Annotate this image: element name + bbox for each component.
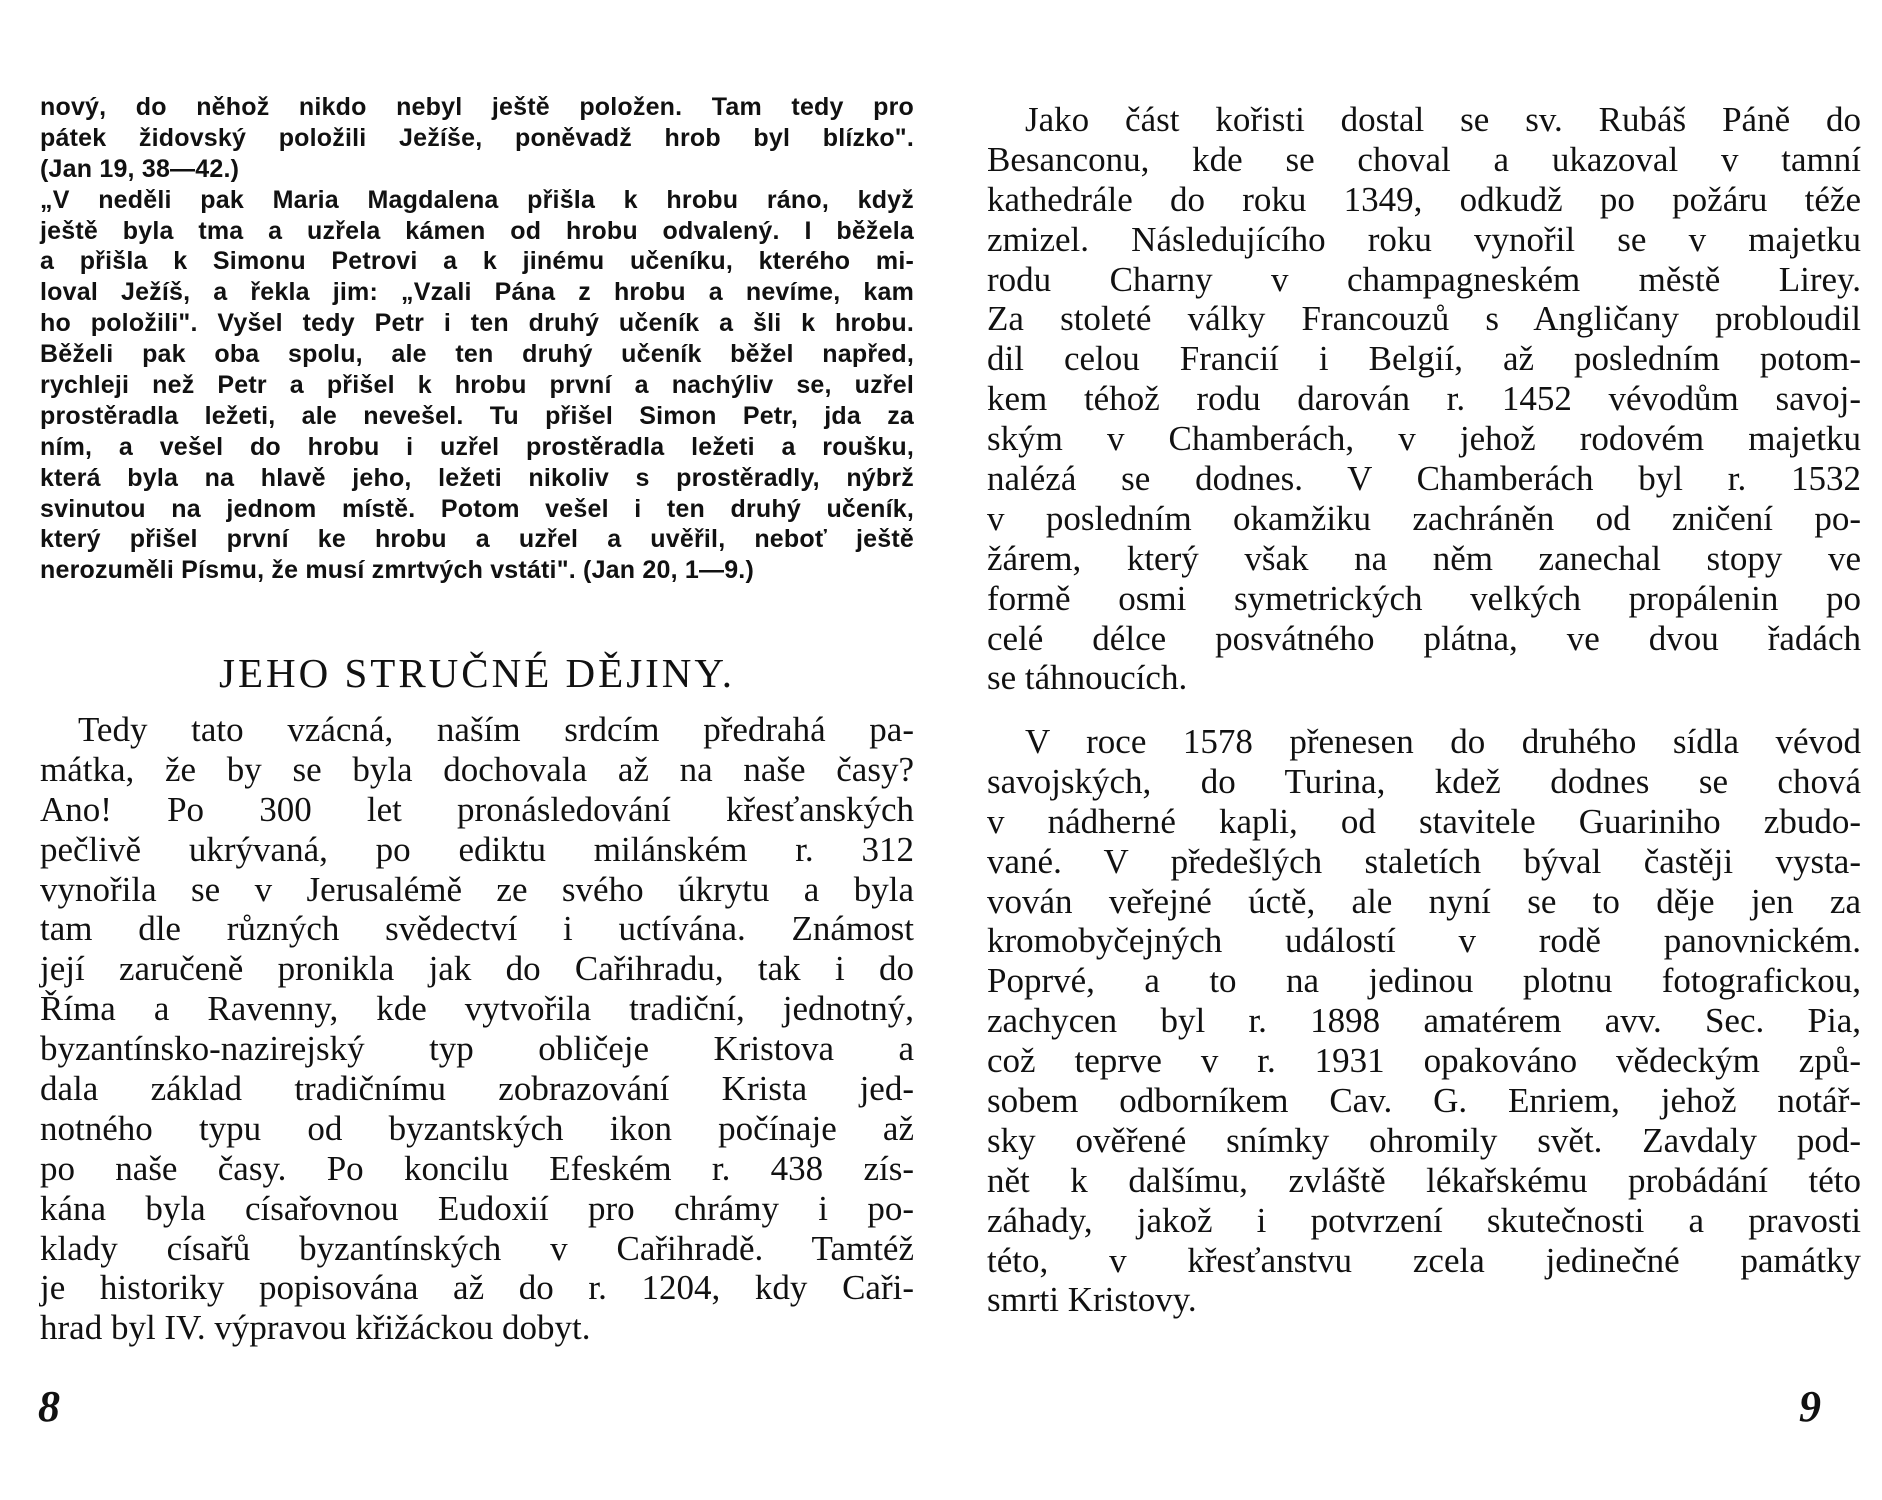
text-line: ještě byla tma a uzřela kámen od hrobu odvalený. I běžela (40, 216, 914, 245)
text-line: ským v Chamberách, v jehož rodovém majetku (987, 419, 1861, 459)
text-line: rodu Charny v champagneském městě Lirey. (987, 259, 1861, 299)
text-line: po naše časy. Po koncilu Efeském r. 438 zís- (40, 1148, 914, 1188)
text-line: Ano! Po 300 let pronásledování křesťanských (40, 789, 914, 829)
text-line: kromobyčejných událostí v rodě panovnickém. (987, 921, 1861, 961)
text-line: (Jan 19, 38—42.) (40, 154, 240, 183)
right-page (941, 0, 1882, 1500)
text-line: kána byla císařovnou Eudoxií pro chrámy i po- (40, 1188, 914, 1228)
text-line: sky ověřené snímky ohromily svět. Zavdaly pod- (987, 1120, 1861, 1160)
right-paragraph-2 (987, 722, 1861, 1320)
text-line: je historiky popisována až do r. 1204, kdy Caři- (40, 1268, 914, 1308)
text-line: celé délce posvátného plátna, ve dvou řadách (987, 618, 1861, 658)
text-line: smrti Kristovy. (987, 1280, 1197, 1320)
text-line: která byla na hlavě jeho, ležeti nikoliv s prostěradly, nýbrž (40, 463, 914, 492)
text-line: savojských, do Turina, kdež dodnes se chová (987, 761, 1861, 801)
text-line: v nádherné kapli, od stavitele Guariniho zbudo- (987, 801, 1861, 841)
text-line: Běželi pak oba spolu, ale ten druhý učeník běžel napřed, (40, 340, 914, 369)
text-line: žárem, který však na něm zanechal stopy ve (987, 538, 1861, 578)
text-line: Říma a Ravenny, kde vytvořila tradiční, jednotný, (40, 989, 914, 1029)
text-line: nět k dalšímu, zvláště lékařskému probádání této (987, 1160, 1861, 1200)
text-line: který přišel první ke hrobu a uzřel a uvěřil, neboť ještě (40, 525, 914, 554)
text-line: mátka, že by se byla dochovala až na naše časy? (40, 749, 914, 789)
text-line: pečlivě ukrývaná, po ediktu milánském r. 312 (40, 829, 914, 869)
text-line: vován veřejné úctě, ale nyní se to děje jen za (987, 881, 1861, 921)
text-line: Jako část kořisti dostal se sv. Rubáš Páně do (1025, 100, 1861, 139)
text-line: její zaručeně pronikla jak do Cařihradu, tak i do (40, 949, 914, 989)
text-line: loval Ježíš, a řekla jim: „Vzali Pána z hrobu a nevíme, kam (40, 278, 914, 307)
section-heading: JEHO STRUČNÉ DĚJINY. (219, 650, 735, 696)
text-line: Za stoleté války Francouzů s Angličany probloudil (987, 299, 1861, 339)
text-line: zachycen byl r. 1898 amatérem avv. Sec. Pia, (987, 1001, 1861, 1041)
text-line: tam dle různých svědectví i uctívána. Známost (40, 909, 914, 949)
left-body-text (40, 710, 914, 1348)
text-line: nalézá se dodnes. V Chamberách byl r. 1532 (987, 459, 1861, 499)
text-line: byzantínsko-nazirejský typ obličeje Kristova a (40, 1029, 914, 1069)
text-line: svinutou na jednom místě. Potom vešel i ten druhý učeník, (40, 494, 914, 523)
text-line: sobem odborníkem Cav. G. Enriem, jehož notář- (987, 1081, 1861, 1121)
text-line: v posledním okamžiku zachráněn od zničení po- (987, 498, 1861, 538)
text-line: a přišla k Simonu Petrovi a k jinému učeníku, kterého mi- (40, 247, 914, 276)
text-line: kathedrále do roku 1349, odkudž po požáru téže (987, 179, 1861, 219)
text-line: této, v křesťanstvu zcela jedinečné památky (987, 1240, 1861, 1280)
text-line: nerozuměli Písmu, že musí zmrtvých vstáti". (Jan 20, 1—9.) (40, 556, 754, 585)
right-paragraph-1 (987, 100, 1861, 698)
text-line: vynořila se v Jerusalémě ze svého úkrytu a byla (40, 869, 914, 909)
text-line: Besanconu, kde se choval a ukazoval v tamní (987, 139, 1861, 179)
gospel-quote-block (40, 92, 914, 586)
text-line: vané. V předešlých staletích býval častěji vysta- (987, 841, 1861, 881)
text-line: klady císařů byzantínských v Cařihradě. Tamtéž (40, 1228, 914, 1268)
page-number-right: 9 (1799, 1382, 1821, 1431)
text-line: notného typu od byzantských ikon počínaje až (40, 1108, 914, 1148)
text-line: dala základ tradičnímu zobrazování Krista jed- (40, 1069, 914, 1109)
text-line: Poprvé, a to na jedinou plotnu fotografickou, (987, 961, 1861, 1001)
text-line: ním, a vešel do hrobu i uzřel prostěradla ležeti a roušku, (40, 432, 914, 461)
text-line: rychleji než Petr a přišel k hrobu první a nachýliv se, uzřel (40, 371, 914, 400)
text-line: pátek židovský položili Ježíše, poněvadž hrob byl blízko". (40, 123, 914, 152)
text-line: kem téhož rodu darován r. 1452 vévodům savoj- (987, 379, 1861, 419)
text-line: ho položili". Vyšel tedy Petr i ten druhý učeník a šli k hrobu. (40, 309, 914, 338)
text-line: formě osmi symetrických velkých propálenin po (987, 578, 1861, 618)
text-line: se táhnoucích. (987, 658, 1188, 698)
text-line: Tedy tato vzácná, naším srdcím předrahá pa- (78, 710, 914, 749)
text-line: zmizel. Následujícího roku vynořil se v majetku (987, 219, 1861, 259)
text-line: „V neděli pak Maria Magdalena přišla k hrobu ráno, když (40, 185, 914, 214)
text-line: což teprve v r. 1931 opakováno vědeckým způ- (987, 1041, 1861, 1081)
text-line: záhady, jakož i potvrzení skutečnosti a pravosti (987, 1200, 1861, 1240)
page-number-left: 8 (38, 1382, 60, 1431)
text-line: hrad byl IV. výpravou křižáckou dobyt. (40, 1308, 591, 1348)
text-line: prostěradla ležeti, ale nevešel. Tu přišel Simon Petr, jda za (40, 401, 914, 430)
text-line: nový, do něhož nikdo nebyl ještě položen. Tam tedy pro (40, 93, 914, 121)
text-line: V roce 1578 přenesen do druhého sídla vévod (1025, 722, 1861, 761)
text-line: dil celou Francií i Belgií, až posledním potom- (987, 339, 1861, 379)
